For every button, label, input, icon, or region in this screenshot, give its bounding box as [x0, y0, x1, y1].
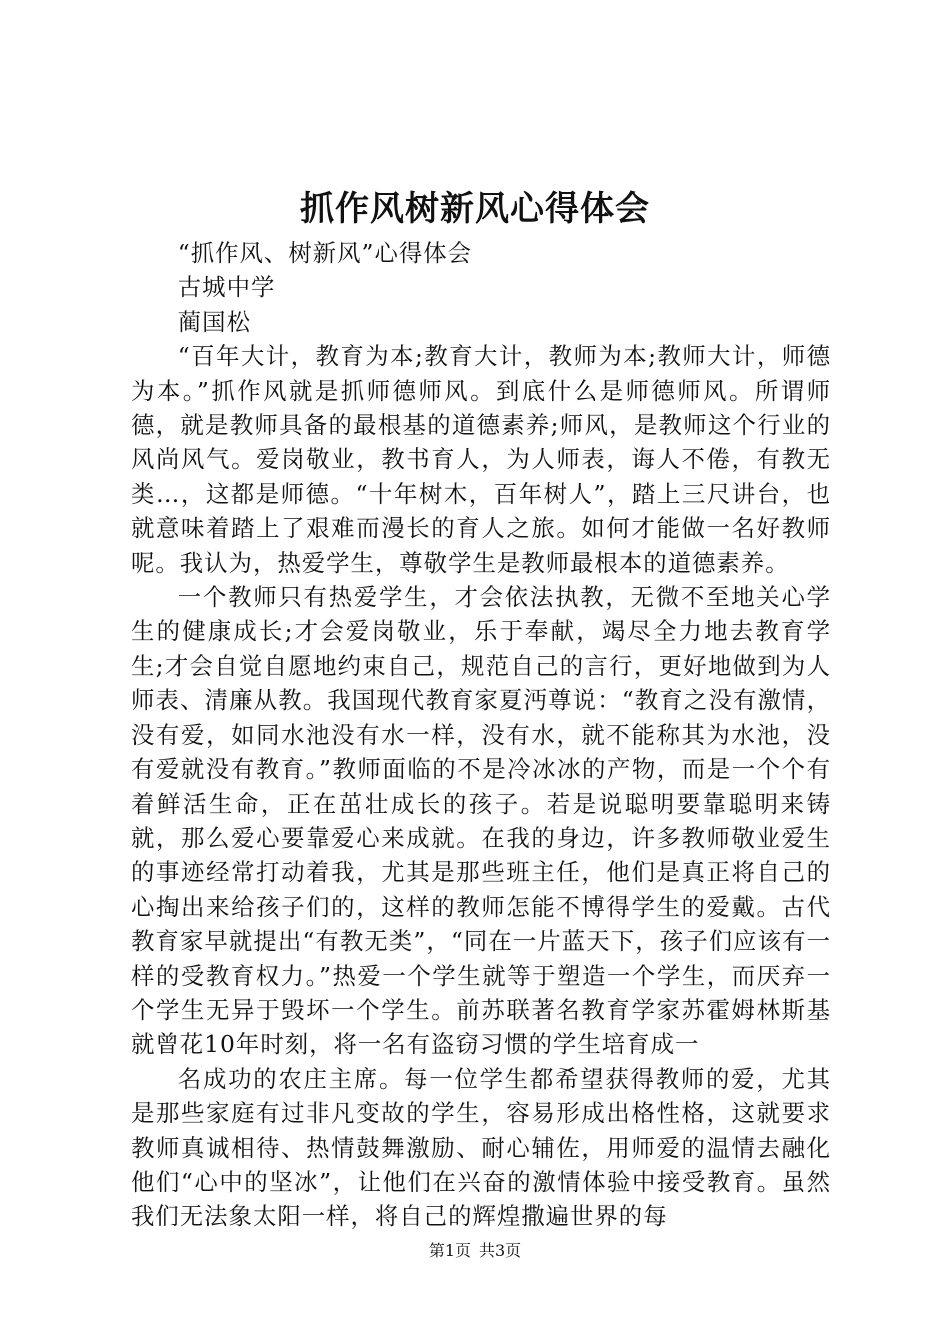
page-footer — [0, 1240, 950, 1262]
school-line: 古城中学 — [177, 273, 276, 302]
page-total: 共3页 — [479, 1241, 522, 1260]
document-body — [131, 236, 831, 1234]
document-title: 抓作风树新风心得体会 — [300, 189, 650, 229]
body-paragraph: 名成功的农庄主席。每一位学生都希望获得教师的爱，尤其是那些家庭有过非凡变故的学生，容易形成出格性格，这就要求教师真诚相待、热情鼓舞激励、耐心辅佐，用师爱的温情去融化他们“心中的坚冰”，让他们在兴奋的激情体验中接受教育。虽然我们无法象太阳一样，将自己的辉煌撒遍世界的每 — [131, 1064, 831, 1231]
body-paragraph: “百年大计，教育为本;教育大计，教师为本;教师大计，师德为本。”抓作风就是抓师德师风。到底什么是师德师风。所谓师德，就是教师具备的最根基的道德素养;师风，是教师这个行业的风尚风气。爱岗敬业，教书育人，为人师表，诲人不倦，有教无类…，这都是师德。“十年树木，百年树人”，踏上三尺讲台，也就意味着踏上了艰难而漫长的育人之旅。如何才能做一名好教师呢。我认为，热爱学生，尊敬学生是教师最根本的道德素养。 — [131, 342, 831, 577]
body-paragraph: 一个教师只有热爱学生，才会依法执教，无微不至地关心学生的健康成长;才会爱岗敬业，乐于奉献，竭尽全力地去教育学生;才会自觉自愿地约束自己，规范自己的言行，更好地做到为人师表、清廉从教。我国现代教育家夏沔尊说：“教育之没有激情，没有爱，如同水池没有水一样，没有水，就不能称其为水池，没有爱就没有教育。”教师面临的不是冷冰冰的产物，而是一个个有着鲜活生命，正在茁壮成长的孩子。若是说聪明要靠聪明来铸就，那么爱心要靠爱心来成就。在我的身边，许多教师敬业爱生的事迹经常打动着我，尤其是那些班主任，他们是真正将自己的心掏出来给孩子们的，这样的教师怎能不博得学生的爱戴。古代教育家早就提出“有教无类”，“同在一片蓝天下，孩子们应该有一样的受教育权力。”热爱一个学生就等于塑造一个学生，而厌弃一个学生无异于毁坏一个学生。前苏联著名教育学家苏霍姆林斯基就曾花10年时刻，将一名有盗窃习惯的学生培育成一 — [131, 583, 831, 1059]
subtitle-line: “抓作风、树新风”心得体会 — [177, 239, 473, 267]
page-number: 第1页 — [428, 1241, 471, 1260]
author-line: 蔺国松 — [177, 307, 251, 336]
